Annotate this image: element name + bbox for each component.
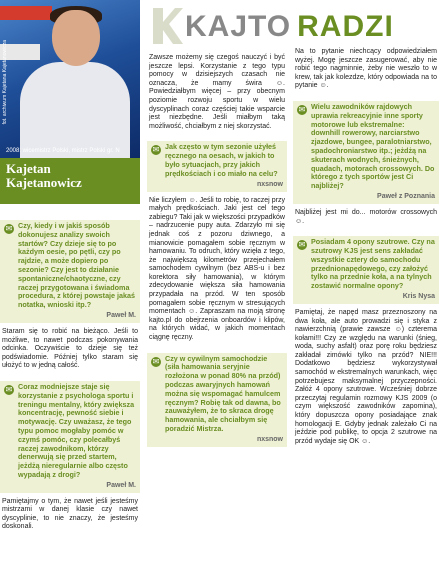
right-column [293, 48, 439, 446]
question-text: Posiadam 4 opony szutrowe. Czy na szutrowy KJS jest sens zakładać wszystkie cztery do samochodu przednionapędowego, czy założyć tylko na przednie koła, a na tylnych zostawić normalne opony? [311, 237, 435, 291]
question-text: Wielu zawodników rajdowych uprawia rekreacyjnie inne sporty motorowe lub ekstremalne: downhill rowerowy, narciarstwo zjazdowe, bungee, paralotniarstwo, spadochroniarstwo itp.; jeżdżą na skuterach wodnych, śnieżnych, quadach, motorach crossowych. Do którego z tych sportów jest Ci najbliżej? [311, 101, 435, 191]
question-author: Paweł M. [106, 481, 136, 489]
kajto-logo-icon [149, 6, 183, 46]
question-icon: ✉ [298, 240, 306, 250]
driver-photo [0, 0, 140, 158]
photo-caption: 2008: wicemistrz Polski, mistrz Polski gr. N [6, 148, 120, 154]
driver-suit [20, 62, 130, 158]
question-text: Jak często w tym sezonie użyłeś ręcznego na oesach, w jakich to było sytuacjach, przy jakich prędkościach i co miało na celu? [165, 142, 278, 178]
question-author: Paweł z Poznania [377, 192, 435, 200]
question-author: Paweł M. [106, 311, 136, 319]
answer-text: Nie liczyłem ☺. Jeśli to robię, to raczej przy małych prędkościach. Jaki jest cel tego zabiegu? Taki jak w większości przypadków – nadrzucenie pupy auta. Zdarzyło mi się jednak coś z pozoru dziwnego, a mianowicie pomagałem sobie ręcznym w hamowaniu. To odruch, który wzięła z tego, że największą kilometrów przejechałem samochodem cywilnym (bez ABS-u i bez korektora siły hamowania), w którym zdecydowanie większa siła hamowania przypadała na przód. W ten sposób pomagałem sobie ręcznym w stresujących momentach ☺. Zapraszam na moją stronę kajto.pl do obejrzenia onboardów i klipów, na których widać, w jakich momentach ciągnę ręczny. [149, 196, 285, 342]
name-last: Kajetanowicz [6, 175, 82, 190]
question-author: nxsnow [256, 180, 283, 188]
question-author: Kris Nysa [402, 292, 435, 300]
name-first: Kajetan [6, 161, 51, 176]
question-icon: ✉ [152, 145, 160, 155]
question-text: Coraz modniejsze staje się korzystanie z psychologa sportu i treningu mentalny, który zwiększa koncentrację, pewność siebie i motywację. Czy uważasz, że tego typu pomoc mogłaby pomóc w czymś pomóc, czy polecałbyś raczej zawodnikom, którzy denerwują się przed startem, jeżdżą nieregularnie albo często wypadają z drogi? [18, 381, 135, 479]
page-title [147, 0, 394, 54]
question-author: nxsnow [256, 435, 283, 443]
name-box [0, 158, 140, 204]
photo-banner-red [0, 6, 52, 20]
answer-text: Najbliżej jest mi do... motorów crossowych ☺. [295, 208, 437, 225]
question-box [293, 236, 439, 304]
answer-text: Na to pytanie niechcący odpowiedziałem wyżej. Mogę jeszcze zasugerować, aby nie robić tego nagminnie, żeby nie weszło to w krew, tak jak kolezdze, który odpowiada na to pytanie ☺. [295, 48, 437, 90]
question-box [293, 101, 439, 204]
question-icon: ✉ [298, 104, 306, 114]
title-kajto: KAJTO [185, 10, 292, 43]
question-text: Czy w cywilnym samochodzie (siła hamowania seryjnie rozłożona w ponad 80% na przód) podczas awaryjnych hamowań można się wspomagać hamulcem ręcznym? Robię tak od dawna, bo zauważyłem, że to skraca drogę hamowania, ale chciałbym się poradzić Mistrza. [165, 353, 281, 433]
question-icon: ✉ [5, 224, 13, 233]
photo-credit: fot. archiwum Kajetana Kajetanowicza [2, 40, 8, 125]
question-box [147, 141, 287, 191]
answer-text: Pamiętaj, że napęd masz przeznoszony na dwa koła, ale auto prowadzi się i styka z nawierzchnią (prawie zawsze ☺) czterema kołami!!! Czy ze względu na warunki (śnieg, woda, suchy asfalt) oraz porę roku będziesz zakładał zimówki tylko na przód? NIE!!! Dodatkowo będziesz wykorzystywał samochód w ekstremalnych warunkach, więc potrzebujesz maksymalnej przyczepności. Załóż 4 opony szutrowe. Wcześniej dobrze przeczytaj regulamin rozmowy KJS 2009 (o czym większość zawodników zapomina), który dopuszcza opony posiadające znak homologacji E. Gdyby jednak zależało Ci na jeździe pod publikę, to opcja 2 szutrowe na przód wydaje się OK ☺. [295, 308, 437, 445]
middle-column [147, 54, 287, 447]
answer-text: Zawsze możemy się czegoś nauczyć i być jeszcze lepsi. Korzystanie z tego typu pomocy w dzisiejszych czasach nie oznacza, że mamy świra ☺. Powiedziałbym więcej – przy obecnym poziomie rozwoju sportu w wielu dyscyplinach coraz częściej takie wsparcie jest niezbędne. Jeśli miałbym taką możliwość, chciałbym z niej skorzystać. [149, 54, 285, 130]
question-box [0, 381, 140, 493]
question-box [0, 220, 140, 323]
title-radzi: RADZI [297, 10, 394, 43]
driver-face [52, 10, 100, 66]
question-icon: ✉ [5, 384, 13, 394]
answer-text: Staram się to robić na bieżąco. Jeśli to możliwe, to nawet podczas pokonywania odcinka. Oczywiście to dzieje się też podświadomie. Później tylko staram się ułożyć to w jedną całość. [2, 327, 138, 370]
question-text: Czy, kiedy i w jakiś sposób dokonujesz analizy swoich startów? Czy dzieje się to po każdym oesie, po pętli, czy po rajdzie, a może dopiero po sezonie? Czy jest to działanie spontaniczne/chaotyczne, czy raczej przygotowana i świadoma procedura, z której powstaje jakaś notatka, wnioski itp.? [18, 221, 136, 310]
question-icon: ✉ [152, 356, 160, 366]
answer-text: Pamiętajmy o tym, że nawet jeśli jesteśmy mistrzami w danej klasie czy nawet dyscyplinie, to nie znaczy, że jesteśmy doskonali. [2, 497, 138, 531]
question-box [147, 353, 287, 447]
